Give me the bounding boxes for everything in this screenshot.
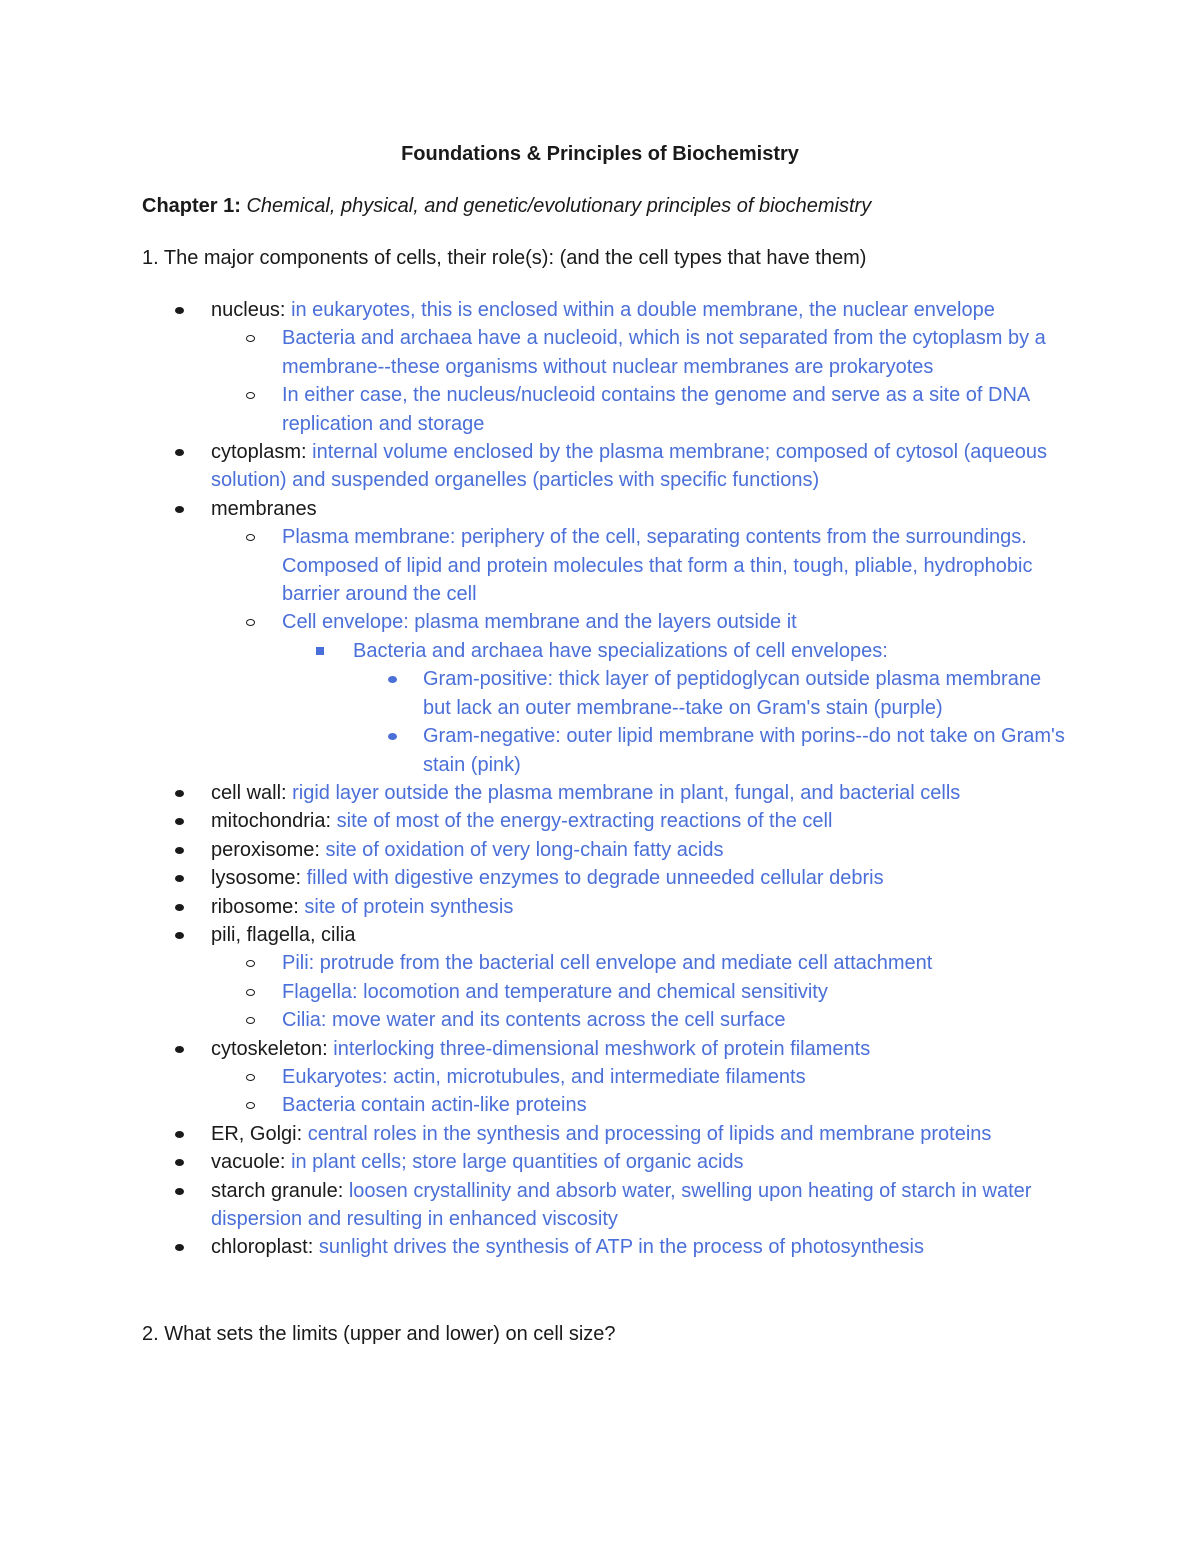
list-subitem: [0, 523, 1200, 608]
list-subitem: [0, 978, 1200, 1006]
list-item-ribosome: [0, 893, 1200, 921]
definition: sunlight drives the synthesis of ATP in the process of photosynthesis: [318, 1236, 924, 1259]
subitem-text: Gram-negative: outer lipid membrane with porins--do not take on Gram's stain (pink): [423, 725, 1065, 776]
list-subitem: [0, 381, 1200, 438]
list-subitem: [0, 949, 1200, 977]
definition: internal volume enclosed by the plasma membrane; composed of cytosol (aqueous solution) and suspended organelles (particles with specific functions): [211, 441, 1047, 492]
definition: in plant cells; store large quantities of organic acids: [291, 1151, 744, 1174]
list-subsubsubitem: [0, 665, 1200, 722]
list-item-membranes: [0, 495, 1200, 523]
definition: site of protein synthesis: [304, 895, 514, 918]
term: ER, Golgi:: [211, 1122, 308, 1145]
list-subsubsubitem: [0, 722, 1200, 779]
term: pili, flagella, cilia: [211, 923, 356, 946]
subitem-text: In either case, the nucleus/nucleoid contains the genome and serve as a site of DNA replication and storage: [282, 384, 1030, 435]
list-item-peroxisome: [0, 836, 1200, 864]
subitem-text: Plasma membrane: periphery of the cell, separating contents from the surroundings. Composed of lipid and protein molecules that form a thin, tough, pliable, hydrophobic barrier around the cell: [282, 526, 1033, 606]
term: ribosome:: [211, 895, 305, 918]
definition: loosen crystallinity and absorb water, swelling upon heating of starch in water dispersion and resulting in enhanced viscosity: [211, 1179, 1032, 1230]
list-subitem: [0, 1063, 1200, 1091]
list-item-nucleus: [0, 296, 1200, 324]
subitem-text: Flagella: locomotion and temperature and chemical sensitivity: [282, 980, 828, 1003]
list-item-er-golgi: [0, 1120, 1200, 1148]
term: cytoplasm:: [211, 441, 313, 464]
term: chloroplast:: [211, 1236, 319, 1259]
term: mitochondria:: [211, 810, 337, 833]
subitem-text: Pili: protrude from the bacterial cell envelope and mediate cell attachment: [282, 952, 933, 975]
subitem-text: Bacteria contain actin-like proteins: [282, 1094, 587, 1117]
list-subitem: [0, 324, 1200, 381]
term: lysosome:: [211, 867, 307, 890]
list-item-cytoskeleton: [0, 1035, 1200, 1063]
term: nucleus:: [211, 299, 292, 321]
subitem-text: Gram-positive: thick layer of peptidoglycan outside plasma membrane but lack an outer membrane--take on Gram's stain (purple): [423, 668, 1042, 719]
list-item-vacuole: [0, 1148, 1200, 1176]
subitem-text: Bacteria and archaea have specializations of cell envelopes:: [353, 639, 888, 662]
subitem-text: Eukaryotes: actin, microtubules, and intermediate filaments: [282, 1065, 806, 1088]
chapter-subtitle: Chemical, physical, and genetic/evolutionary principles of biochemistry: [246, 195, 872, 217]
definition: site of oxidation of very long-chain fatty acids: [325, 838, 724, 861]
list-item-cytoplasm: [0, 438, 1200, 495]
term: cytoskeleton:: [211, 1037, 334, 1060]
list-item-chloroplast: [0, 1233, 1200, 1261]
list-item-starch-granule: [0, 1177, 1200, 1234]
list-item-mitochondria: [0, 807, 1200, 835]
definition: central roles in the synthesis and processing of lipids and membrane proteins: [307, 1122, 992, 1145]
list-subsubitem: [0, 637, 1200, 665]
cell-components-list: [0, 296, 1200, 1262]
subitem-text: Cilia: move water and its contents across the cell surface: [282, 1009, 786, 1032]
subitem-text: Cell envelope: plasma membrane and the layers outside it: [282, 611, 797, 634]
definition: filled with digestive enzymes to degrade unneeded cellular debris: [306, 867, 884, 890]
definition: in eukaryotes, this is enclosed within a double membrane, the nuclear envelope: [291, 299, 995, 321]
chapter-label: Chapter 1:: [142, 195, 241, 217]
term: starch granule:: [211, 1179, 349, 1202]
definition: interlocking three-dimensional meshwork of protein filaments: [333, 1037, 871, 1060]
subitem-text: Bacteria and archaea have a nucleoid, which is not separated from the cytoplasm by a membrane--these organisms without nuclear membranes are prokaryotes: [282, 327, 1046, 378]
term: peroxisome:: [211, 838, 326, 861]
question-2: 2. What sets the limits (upper and lower) on cell size?: [142, 1323, 616, 1345]
definition: rigid layer outside the plasma membrane in plant, fungal, and bacterial cells: [292, 781, 961, 804]
term: membranes: [211, 497, 317, 520]
list-item-lysosome: [0, 864, 1200, 892]
definition: site of most of the energy-extracting reactions of the cell: [336, 810, 833, 833]
question-1: 1. The major components of cells, their role(s): (and the cell types that have them): [142, 247, 867, 269]
list-item-cell-wall: [0, 779, 1200, 807]
chapter-heading: [142, 192, 871, 220]
document-title: Foundations & Principles of Biochemistry: [401, 143, 799, 165]
list-item-pili: [0, 921, 1200, 949]
list-subitem: [0, 608, 1200, 636]
term: cell wall:: [211, 781, 293, 804]
list-subitem: [0, 1091, 1200, 1119]
term: vacuole:: [211, 1151, 292, 1174]
list-subitem: [0, 1006, 1200, 1034]
